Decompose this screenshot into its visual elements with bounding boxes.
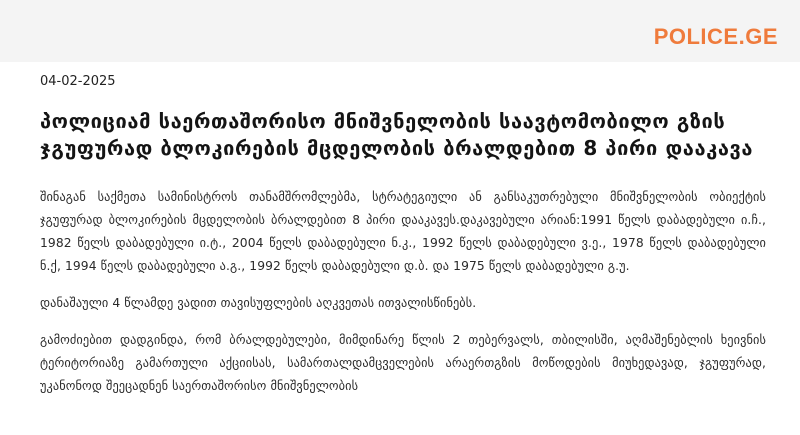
site-header — [0, 0, 800, 62]
police-ge-logo[interactable]: POLICE.GE — [653, 24, 778, 49]
article-paragraph-3: გამოძიებით დადგინდა, რომ ბრალდებულები, მიმდინარე წლის 2 თებერვალს, თბილისში, აღმაშენებლის ხეივნის ტერიტორიაზე გამართული აქციისას, სამართალდამცველების არაერთგზის მოწოდების მიუხედავად, ჯგუფურად, უკანონოდ შეეცადნენ საერთაშორისო მნიშვნელობის — [40, 333, 766, 393]
article-title: პოლიციამ საერთაშორისო მნიშვნელობის საავტომობილო გზის ჯგუფურად ბლოკირების მცდელობის ბრალდებით 8 პირი დააკავა — [40, 109, 754, 161]
article-paragraph-1: შინაგან საქმეთა სამინისტროს თანამშრომლებმა, სტრატეგიული ან განსაკუთრებული მნიშვნელობის ობიექტის ჯგუფურად ბლოკირების მცდელობის ბრალდებით 8 პირი დააკავეს.დაკავებული არიან:1991 წელს დაბადებული ი.ჩ., 1982 წელს დაბადებული ი.ტ., 2004 წელს დაბადებული ნ.კ., 1992 წელს დაბადებული ვ.ე., 1978 წელს დაბადებული ნ.ქ, 1994 წელს დაბადებული ა.გ., 1992 წელს დაბადებული დ.ბ. და 1975 წელს დაბადებული გ.უ. — [40, 190, 766, 273]
article-body — [40, 186, 766, 412]
article-date: 04-02-2025 — [40, 74, 116, 89]
article-paragraph-2: დანაშაული 4 წლამდე ვადით თავისუფლების აღკვეთას ითვალისწინებს. — [40, 296, 477, 310]
